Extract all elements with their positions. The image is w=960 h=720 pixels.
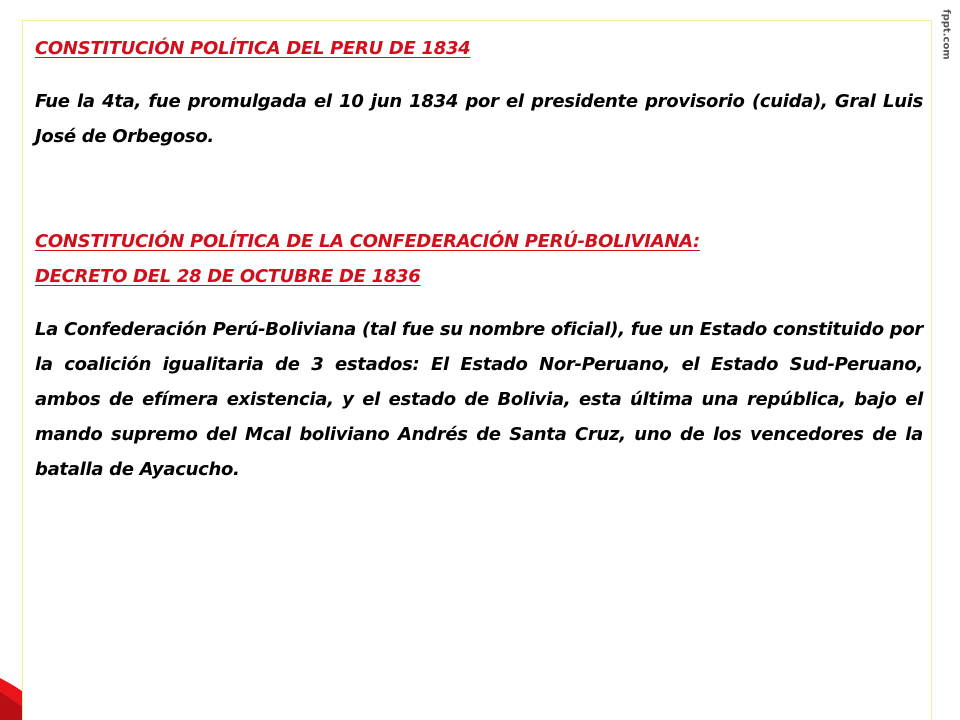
watermark-text: fppt.com — [940, 8, 952, 60]
watermark-logo — [936, 4, 956, 64]
content-frame — [22, 20, 932, 720]
section2-body: La Confederación Perú-Boliviana (tal fue su nombre oficial), fue un Estado constituido por la coalición igualitaria de 3 estados: El Estado Nor-Peruano, el Estado Sud-Peruano, ambos de efímera existencia, y el estado de Bolivia, esta última una república, bajo el mando supremo del Mcal boliviano Andrés de Santa Cruz, uno de los vencedores de la batalla de Ayacucho. — [35, 319, 923, 480]
text-area — [35, 31, 923, 487]
spacer — [35, 66, 923, 84]
section1-body: Fue la 4ta, fue promulgada el 10 jun 1834 por el presidente provisorio (cuida), Gral Luis José de Orbegoso. — [35, 91, 923, 147]
spacer — [35, 294, 923, 312]
section1-heading: CONSTITUCIÓN POLÍTICA DEL PERU DE 1834 — [35, 38, 471, 59]
spacer — [35, 154, 923, 224]
section2-heading-line1: CONSTITUCIÓN POLÍTICA DE LA CONFEDERACIÓN PERÚ-BOLIVIANA: — [35, 231, 700, 252]
section2-heading-line2: DECRETO DEL 28 DE OCTUBRE DE 1836 — [35, 266, 421, 287]
